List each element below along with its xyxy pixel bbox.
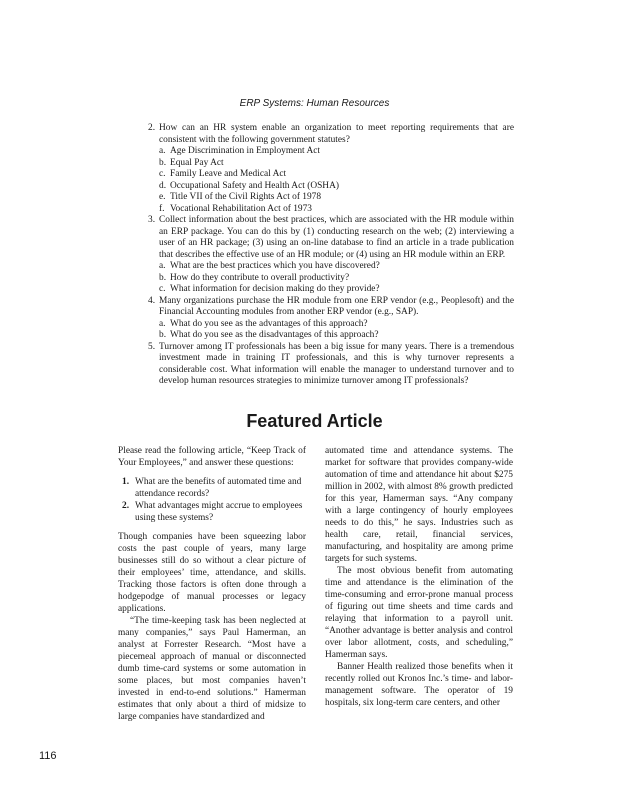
sub-letter: a. — [159, 261, 166, 271]
article-column-left — [118, 445, 306, 723]
question-number: 4. — [148, 295, 156, 306]
list-text: What are the benefits of automated time and attendance records? — [135, 477, 302, 499]
article-paragraph: Banner Health realized those benefits when it recently rolled out Kronos Inc.’s time- and labor-management software. The operator of 19 hospitals, six long-term care centers, and other — [325, 662, 513, 708]
list-number: 2. — [122, 501, 130, 511]
article-intro: Please read the following article, “Keep Track of Your Employees,” and answer these questions: — [118, 446, 306, 468]
article-paragraph: The most obvious benefit from automating time and attendance is the elimination of the time-consuming and error-prone manual process of figuring out time sheets and time cards and relaying that information to a payroll unit. “Another advantage is better analysis and control over labor allotment, costs, and scheduling,” Hamerman says. — [325, 566, 513, 660]
sub-text: Age Discrimination in Employment Act — [170, 146, 320, 156]
sub-letter: a. — [159, 318, 166, 329]
sub-letter: c. — [159, 169, 166, 179]
question-text: Many organizations purchase the HR module from one ERP vendor (e.g., Peoplesoft) and the Financial Accounting modules from another ERP vendor (e.g., SAP). — [159, 295, 514, 317]
article-column-right — [325, 445, 513, 709]
sub-text: Vocational Rehabilitation Act of 1973 — [170, 203, 312, 214]
section-heading: Featured Article — [246, 411, 383, 431]
question-item — [148, 296, 514, 342]
sub-item — [159, 181, 514, 193]
sub-text: What do you see as the advantages of this approach? — [170, 318, 368, 329]
sub-item — [159, 273, 514, 285]
question-item — [148, 342, 514, 388]
sub-item — [159, 192, 514, 204]
sub-item — [159, 319, 514, 331]
page-number: 116 — [39, 750, 57, 762]
sub-text: Family Leave and Medical Act — [170, 169, 287, 179]
sub-item — [159, 261, 514, 273]
question-list — [148, 123, 514, 388]
question-number: 2. — [148, 123, 156, 133]
sub-item — [159, 169, 514, 181]
question-item — [148, 123, 514, 215]
sub-item — [159, 146, 514, 158]
sub-letter: c. — [159, 284, 166, 294]
article-paragraph: automated time and attendance systems. The market for software that provides company-wide automation of time and attendance hit about $275 million in 2002, with almost 8% growth predicted for this year, Hamerman says. “Any company with a large contingency of hourly employees needs to do this,” he says. Industries such as health care, retail, financial services, manufacturing, and hospitality are among prime targets for such systems. — [325, 446, 513, 564]
list-item — [118, 500, 306, 524]
sub-text: Title VII of the Civil Rights Act of 1978 — [170, 192, 322, 202]
sub-text: What are the best practices which you have discovered? — [170, 261, 380, 271]
sub-letter: e. — [159, 192, 166, 202]
question-text: Collect information about the best practices, which are associated with the HR module within an ERP package. You can do this by (1) conducting research on the web; (2) interviewing a user of an HR package; (3) using an on-line database to find an article in a trade publication that describes the effective use of an HR module; or (4) using an HR module within an ERP. — [159, 215, 514, 260]
question-text: Turnover among IT professionals has been a big issue for many years. There is a tremendous investment made in training IT professionals, and this is why turnover represents a considerable cost. What information will enable the manager to understand turnover and to develop human resources strategies to minimize turnover among IT professionals? — [159, 341, 514, 386]
article-question-list — [118, 476, 306, 524]
sub-item — [159, 330, 514, 342]
article-paragraph: “The time-keeping task has been neglected at many companies,” says Paul Hamerman, an analyst at Forrester Research. “Most have a piecemeal approach of manual or disconnected dumb time-card systems or some automation in some places, but most companies haven’t invested in end-to-end solutions.” Hamerman estimates that only about a third of midsize to large companies have standardized and — [118, 616, 306, 722]
sub-letter: f. — [159, 203, 165, 214]
question-text: How can an HR system enable an organization to meet reporting requirements that are consistent with the following government statutes? — [159, 123, 514, 145]
list-number: 1. — [122, 477, 130, 487]
sub-letter: b. — [159, 330, 167, 340]
question-number: 5. — [148, 341, 156, 352]
sub-text: Equal Pay Act — [170, 157, 224, 168]
sub-letter: b. — [159, 272, 167, 283]
list-item — [118, 476, 306, 500]
sub-letter: a. — [159, 146, 166, 156]
sub-letter: b. — [159, 157, 167, 168]
running-head: ERP Systems: Human Resources — [239, 98, 390, 109]
sub-item — [159, 158, 514, 170]
sub-item — [159, 284, 514, 296]
article-paragraph: Though companies have been squeezing labor costs the past couple of years, many large businesses still do so without a clear picture of their employees’ time, attendance, and skills. Tracking those factors is often done through a hodgepodge of manual processes or legacy applications. — [118, 532, 306, 614]
sub-letter: d. — [159, 180, 167, 191]
list-text: What advantages might accrue to employees using these systems? — [135, 501, 303, 523]
question-item — [148, 215, 514, 296]
sub-text: Occupational Safety and Health Act (OSHA) — [170, 180, 339, 191]
sub-text: What do you see as the disadvantages of this approach? — [170, 330, 379, 340]
sub-item — [159, 204, 514, 216]
sub-text: How do they contribute to overall productivity? — [170, 272, 350, 283]
question-number: 3. — [148, 215, 156, 225]
sub-text: What information for decision making do they provide? — [170, 284, 380, 294]
